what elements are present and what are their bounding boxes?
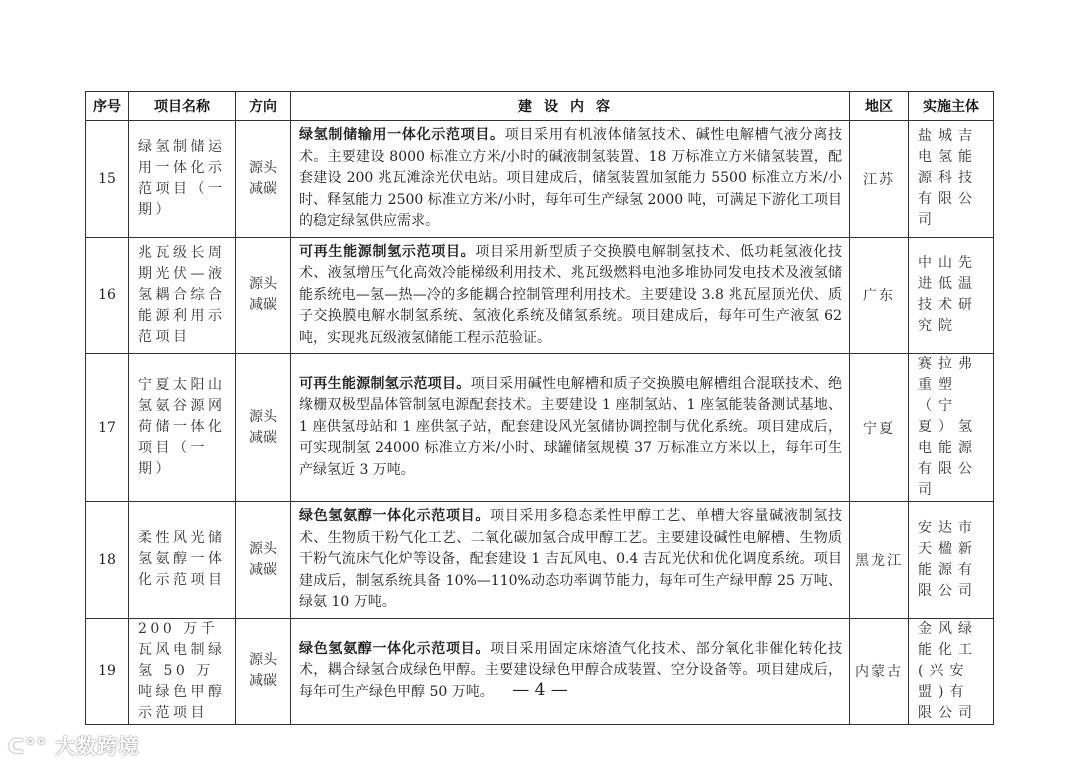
header-no: 序号 (86, 92, 129, 121)
table-row (86, 502, 994, 619)
project-name: 宁夏太阳山氢氨谷源网荷储一体化项目（一期） (129, 354, 236, 502)
header-content: 建设内容 (291, 92, 850, 121)
construction-content (291, 502, 850, 619)
project-name: 柔性风光储氢氨醇一体化示范项目 (129, 502, 236, 619)
table-header (86, 92, 994, 121)
row-number: 18 (86, 502, 129, 619)
header-direction: 方向 (236, 92, 291, 121)
header-entity: 实施主体 (909, 92, 994, 121)
project-name: 200 万千瓦风电制绿氢 50 万吨绿色甲醇示范项目 (129, 618, 236, 724)
content-text: 项目采用碱性电解槽和质子交换膜电解槽组合混联技术、绝缘栅双极型晶体管制氢电源配套技术。主要建设 1 座制氢站、1 座氢能装备测试基地、1 座供氢母站和 1 座供氢子站，配套建设风光氢储协调控制与优化系统。项目建成后，可实现制氢 24000 标准立方米/小时、球罐储氢规模 37 万标准立方米以上，每年可生产绿氢近 3 万吨。 (299, 375, 843, 478)
implementing-entity: 金风绿能化工(兴安盟)有限公司 (909, 618, 994, 724)
region: 宁夏 (850, 354, 909, 502)
direction (236, 354, 291, 502)
content-text: 项目采用固定床熔渣气化技术、部分氧化非催化转化技术，耦合绿氢合成绿色甲醇。主要建设绿色甲醇合成装置、空分设备等。项目建成后，每年可生产绿色甲醇 50 万吨。 (299, 640, 843, 700)
construction-content (291, 618, 850, 724)
region: 黑龙江 (850, 502, 909, 619)
content-text: 项目采用多稳态柔性甲醇工艺、单槽大容量碱液制氢技术、生物质干粉气化工艺、二氧化碳加氢合成甲醇工艺。主要建设碱性电解槽、生物质干粉气流床气化炉等设备，配套建设 1 吉瓦风电、0.4 吉瓦光伏和优化调度系统。项目建成后，制氢系统具备 10%—110%动态功率调节能力，每年可生产绿甲醇 25 万吨、绿氨 10 万吨。 (299, 508, 843, 610)
implementing-entity: 安达市天楹新能源有限公司 (909, 502, 994, 619)
row-number: 15 (86, 121, 129, 238)
construction-content (291, 354, 850, 502)
implementing-entity: 中山先进低温技术研究院 (909, 237, 994, 354)
content-lead: 可再生能源制氢示范项目。 (299, 375, 471, 392)
direction (236, 618, 291, 724)
header-name: 项目名称 (129, 92, 236, 121)
project-name: 兆瓦级长周期光伏—液氢耦合综合能源利用示范项目 (129, 237, 236, 354)
region: 江苏 (850, 121, 909, 238)
direction (236, 121, 291, 238)
table-row (86, 618, 994, 724)
content-lead: 绿色氢氨醇一体化示范项目。 (299, 640, 491, 657)
content-lead: 绿色氢氨醇一体化示范项目。 (299, 508, 491, 524)
region: 内蒙古 (850, 618, 909, 724)
table-row (86, 354, 994, 502)
direction-text: 源头减碳 (248, 540, 277, 578)
projects-table (85, 91, 994, 725)
construction-content (291, 121, 850, 238)
header-region: 地区 (850, 92, 909, 121)
content-lead: 绿氢制储输用一体化示范项目。 (299, 127, 505, 143)
direction (236, 237, 291, 354)
watermark-logo: ᑕ°° 大数跨境 (8, 734, 140, 758)
direction-text: 源头减碳 (248, 159, 277, 197)
row-number: 17 (86, 354, 129, 502)
content-lead: 可再生能源制氢示范项目。 (299, 243, 476, 260)
project-name: 绿氢制储运用一体化示范项目（一期） (129, 121, 236, 238)
direction-text: 源头减碳 (248, 652, 277, 689)
direction (236, 502, 291, 619)
watermark-text: 大数跨境 (55, 734, 140, 758)
row-number: 19 (86, 618, 129, 724)
content-text: 项目采用有机液体储氢技术、碱性电解槽气液分离技术。主要建设 8000 标准立方米/小时的碱液制氢装置、18 万标准立方米储氢装置，配套建设 200 兆瓦滩涂光伏电站。项目建成后，储氢装置加氢能力 5500 标准立方米/小时、释氢能力 2500 标准立方米/小时，每年可生产绿氢 2000 吨，可满足下游化工项目的稳定绿氢供应需求。 (299, 127, 843, 229)
implementing-entity: 赛拉弗重塑（宁夏）氢电能源有限公司 (909, 354, 994, 502)
table-row (86, 237, 994, 354)
content-text: 项目采用新型质子交换膜电解制氢技术、低功耗氢液化技术、液氢增压气化高效冷能梯级利用技术、兆瓦级燃料电池多堆协同发电技术及液氢储能系统电—氢—热—冷的多能耦合控制管理利用技术。主要建设 3.8 兆瓦屋顶光伏、质子交换膜电解水制氢系统、氢液化系统及储氢系统。项目建成后，每年可生产液氢 62 吨，实现兆瓦级液氢储能工程示范验证。 (299, 243, 843, 346)
row-number: 16 (86, 237, 129, 354)
construction-content (291, 237, 850, 354)
region: 广东 (850, 237, 909, 354)
page-number: — 4 — (512, 680, 568, 700)
direction-text: 源头减碳 (248, 276, 277, 314)
direction-text: 源头减碳 (248, 408, 277, 446)
table-row (86, 121, 994, 238)
implementing-entity: 盐城吉电氢能源科技有限公司 (909, 121, 994, 238)
